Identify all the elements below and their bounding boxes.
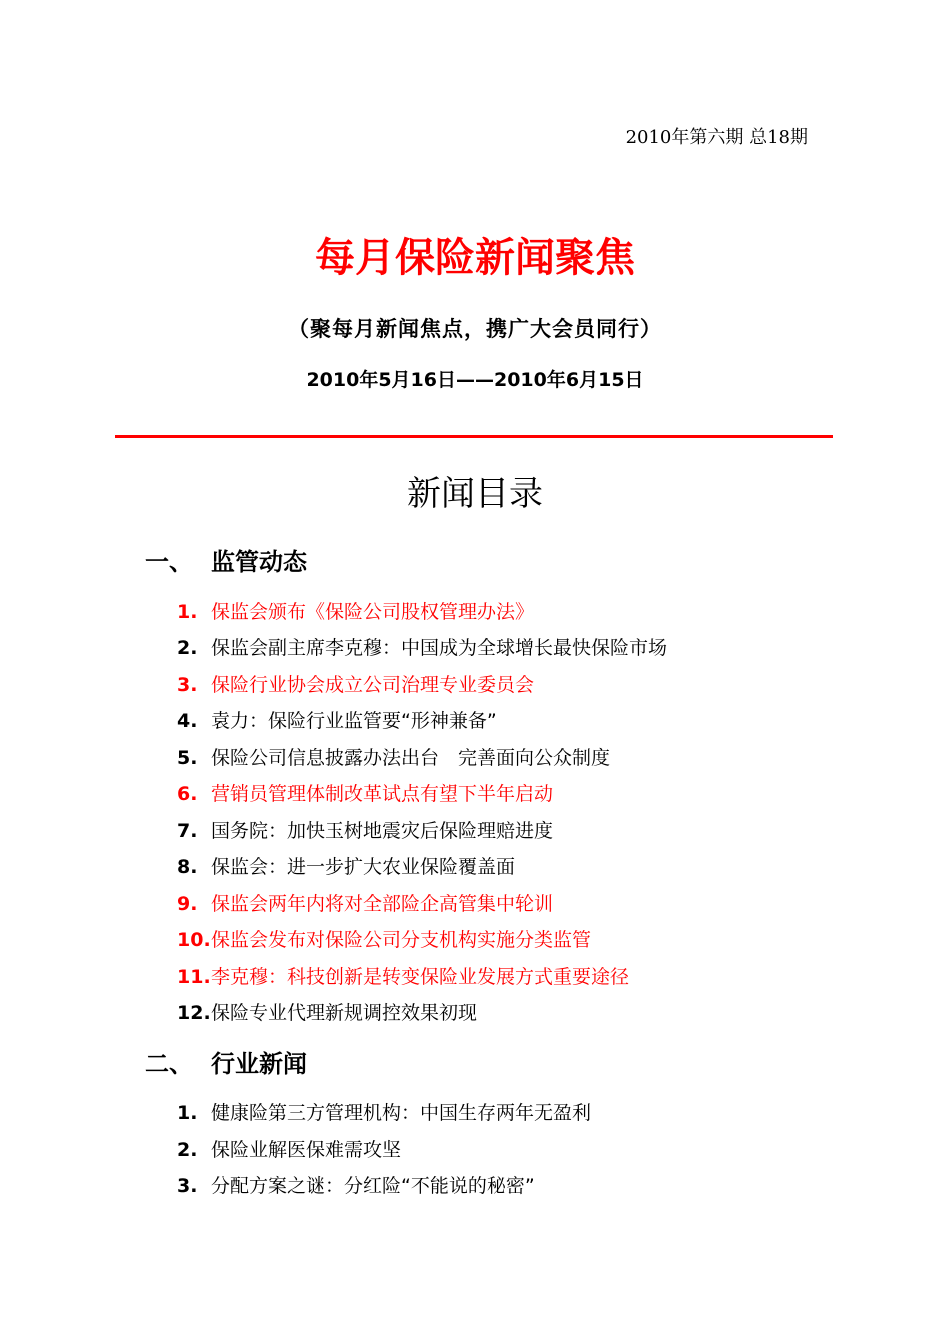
toc-item-number: 3. xyxy=(177,1175,198,1197)
section-number: 一、 xyxy=(145,548,193,576)
toc-item-number: 6. xyxy=(177,783,198,805)
toc-item-text: 保险行业协会成立公司治理专业委员会 xyxy=(211,674,535,696)
toc-item[interactable] xyxy=(177,817,553,845)
toc-item-text: 国务院：加快玉树地震灾后保险理赔进度 xyxy=(211,820,554,842)
toc-title: 新闻目录 xyxy=(407,474,543,514)
toc-item-number: 8. xyxy=(177,856,198,878)
toc-item[interactable] xyxy=(177,634,667,662)
toc-item-text: 健康险第三方管理机构：中国生存两年无盈利 xyxy=(211,1102,592,1124)
toc-item-text: 袁力：保险行业监管要“形神兼备” xyxy=(211,710,497,732)
toc-item-number: 9. xyxy=(177,893,198,915)
toc-item-number: 1. xyxy=(177,601,198,623)
toc-item[interactable] xyxy=(177,744,610,772)
toc-item[interactable] xyxy=(177,780,553,808)
toc-item[interactable] xyxy=(177,926,591,954)
toc-item-number: 2. xyxy=(177,637,198,659)
toc-item-text: 保监会两年内将对全部险企高管集中轮训 xyxy=(211,893,554,915)
section-title: 监管动态 xyxy=(211,548,307,576)
toc-item-number: 7. xyxy=(177,820,198,842)
toc-item[interactable] xyxy=(177,1099,591,1127)
toc-item[interactable] xyxy=(177,671,534,699)
toc-item-number: 3. xyxy=(177,674,198,696)
toc-item-text: 保监会副主席李克穆：中国成为全球增长最快保险市场 xyxy=(211,637,668,659)
toc-item-number: 4. xyxy=(177,710,198,732)
toc-item[interactable] xyxy=(177,707,497,735)
issue-number: 2010年第六期 总18期 xyxy=(625,127,808,148)
section-number: 二、 xyxy=(145,1050,193,1078)
newsletter-subtitle: （聚每月新闻焦点，携广大会员同行） xyxy=(288,317,662,341)
toc-item[interactable] xyxy=(177,963,629,991)
toc-item-number: 10. xyxy=(177,929,211,951)
toc-item[interactable] xyxy=(177,1172,535,1200)
toc-item-number: 1. xyxy=(177,1102,198,1124)
toc-item-number: 11. xyxy=(177,966,211,988)
toc-item-text: 保监会发布对保险公司分支机构实施分类监管 xyxy=(211,929,592,951)
toc-item-text: 李克穆：科技创新是转变保险业发展方式重要途径 xyxy=(211,966,630,988)
toc-item-text: 营销员管理体制改革试点有望下半年启动 xyxy=(211,783,554,805)
toc-item-number: 2. xyxy=(177,1139,198,1161)
title-divider xyxy=(115,435,833,438)
toc-item-text: 保监会：进一步扩大农业保险覆盖面 xyxy=(211,856,516,878)
section-heading xyxy=(145,1047,307,1081)
toc-item[interactable] xyxy=(177,598,534,626)
section-title: 行业新闻 xyxy=(211,1050,307,1078)
toc-item-text: 分配方案之谜：分红险“不能说的秘密” xyxy=(211,1175,535,1197)
date-range: 2010年5月16日——2010年6月15日 xyxy=(306,369,644,391)
toc-item-text: 保险业解医保难需攻坚 xyxy=(211,1139,402,1161)
toc-item-text: 保险专业代理新规调控效果初现 xyxy=(211,1002,478,1024)
newsletter-title: 每月保险新闻聚焦 xyxy=(315,235,635,281)
toc-item-number: 12. xyxy=(177,1002,211,1024)
toc-item[interactable] xyxy=(177,890,553,918)
toc-item-text: 保监会颁布《保险公司股权管理办法》 xyxy=(211,601,535,623)
toc-item-text: 保险公司信息披露办法出台 完善面向公众制度 xyxy=(211,747,611,769)
section-heading xyxy=(145,545,307,579)
toc-item[interactable] xyxy=(177,999,477,1027)
toc-item[interactable] xyxy=(177,853,515,881)
toc-item-number: 5. xyxy=(177,747,198,769)
toc-item[interactable] xyxy=(177,1136,401,1164)
